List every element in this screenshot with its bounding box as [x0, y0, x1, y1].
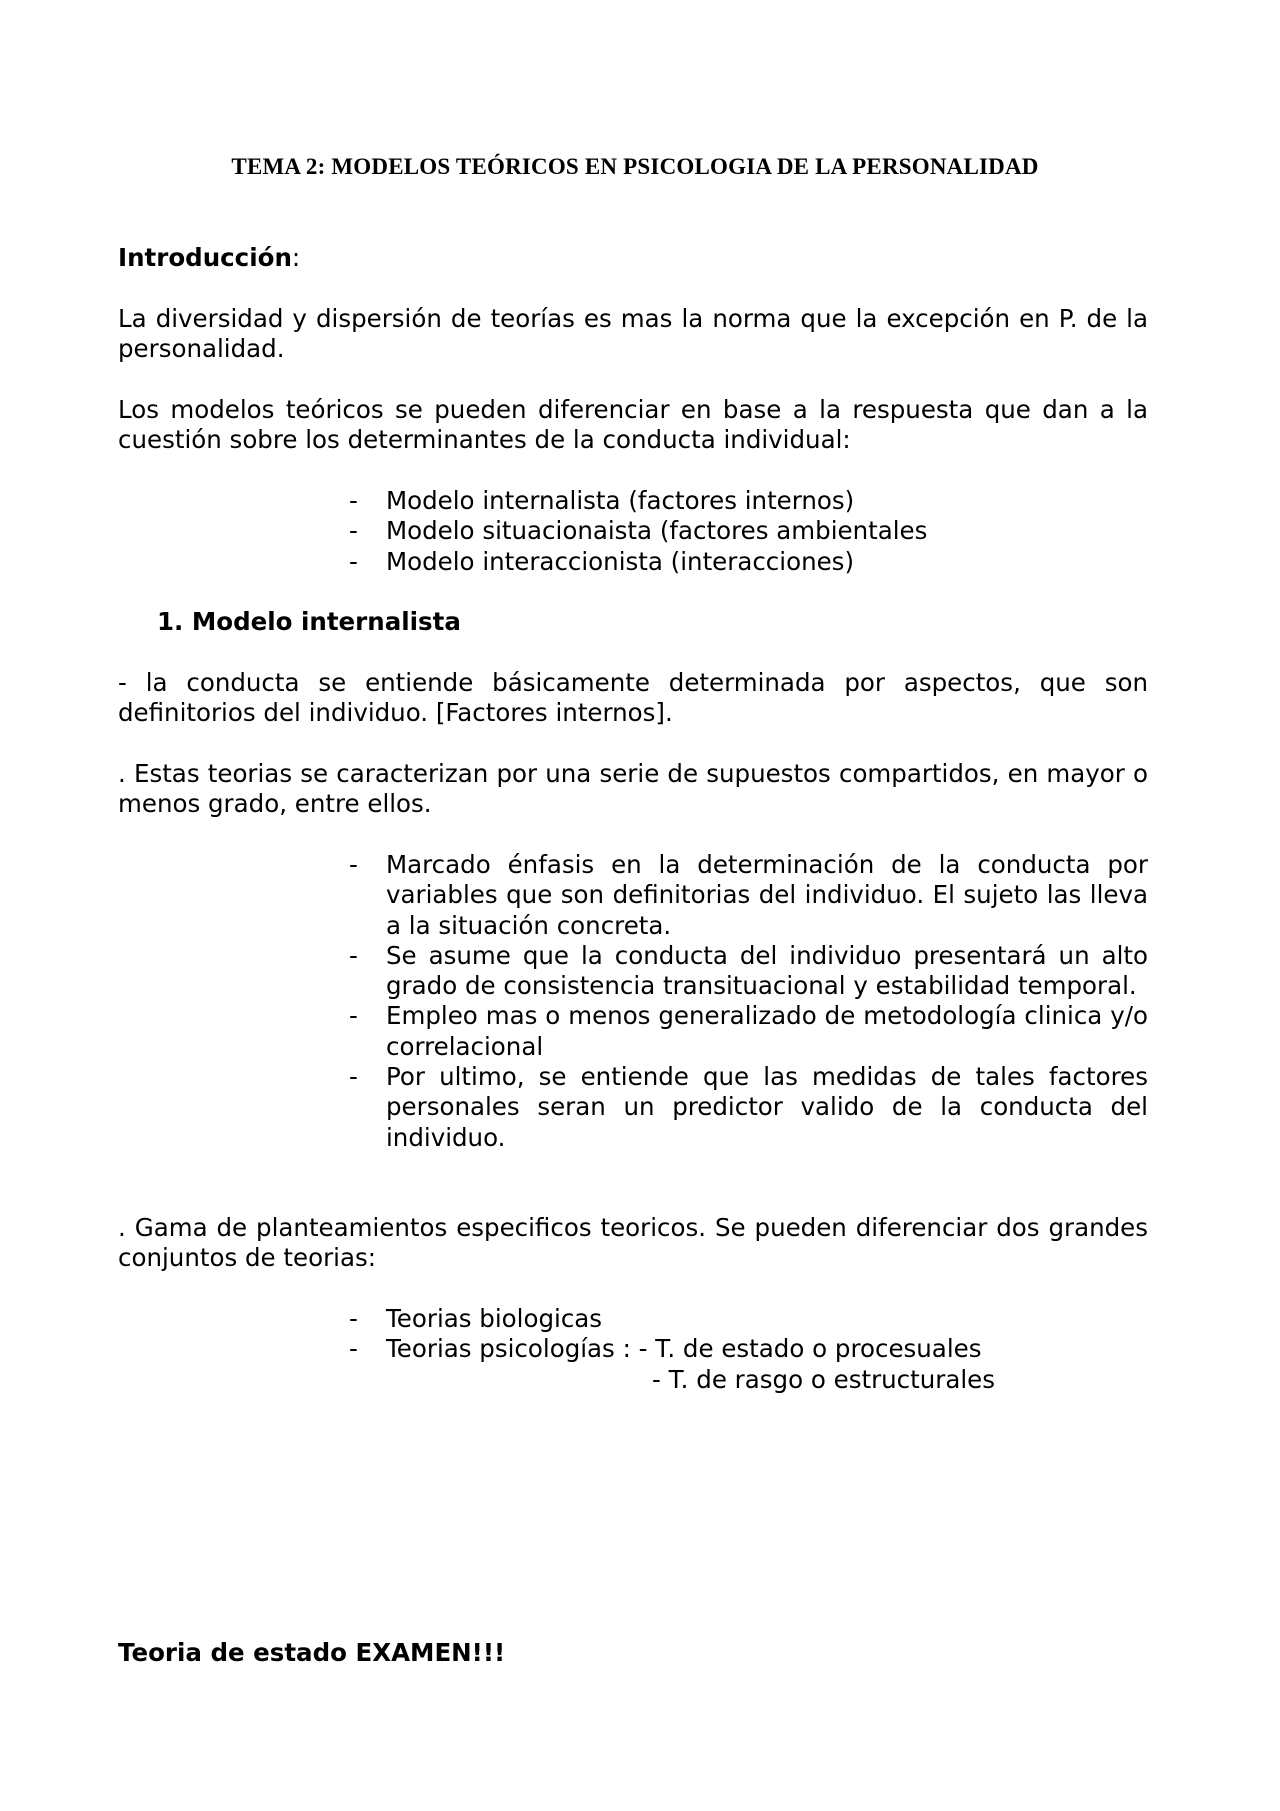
list-item-text: Se asume que la conducta del individuo presentará un alto grado de consistencia transituacional y estabilidad temporal.: [386, 940, 1148, 1001]
theories-subitem: - T. de rasgo o estructurales: [652, 1365, 996, 1394]
section-heading: 1. Modelo internalista: [157, 607, 461, 636]
page-title: TEMA 2: MODELOS TEÓRICOS EN PSICOLOGIA DE LA PERSONALIDAD: [231, 154, 1039, 179]
list-dash: -: [349, 486, 358, 515]
list-item: [349, 516, 1148, 546]
intro-heading: Introducción: [118, 243, 292, 272]
list-item-text: Teorias biologicas: [386, 1304, 603, 1333]
theories-list: [349, 1304, 1148, 1365]
list-item: [349, 1001, 1148, 1062]
models-list: [349, 486, 1148, 577]
list-dash: -: [349, 1062, 358, 1092]
intro-heading-line: [118, 243, 1148, 273]
list-dash: -: [349, 516, 358, 546]
intro-paragraph-2: Los modelos teóricos se pueden diferenciar en base a la respuesta que dan a la cuestión sobre los determinantes de la conducta individual:: [118, 395, 1148, 455]
exam-note: Teoria de estado EXAMEN!!!: [118, 1638, 506, 1667]
list-item: [349, 547, 1148, 577]
list-item-text: Teorias psicologías : - T. de estado o procesuales: [386, 1334, 982, 1364]
section-paragraph-2: . Estas teorias se caracterizan por una serie de supuestos compartidos, en mayor o menos grado, entre ellos.: [118, 759, 1148, 819]
list-dash: -: [349, 1334, 358, 1364]
intro-heading-colon: :: [291, 243, 301, 272]
list-dash: -: [349, 940, 358, 970]
list-item: [349, 1062, 1148, 1153]
intro-paragraph-1: La diversidad y dispersión de teorías es mas la norma que la excepción en P. de la personalidad.: [118, 304, 1148, 364]
list-dash: -: [349, 546, 358, 576]
list-item: [349, 1304, 1148, 1334]
list-item-text: Modelo internalista (factores internos): [386, 486, 855, 515]
list-item: [349, 941, 1148, 1002]
section-paragraph-3: . Gama de planteamientos especificos teoricos. Se pueden diferenciar dos grandes conjuntos de teorias:: [118, 1213, 1148, 1273]
list-item-text: Empleo mas o menos generalizado de metodología clinica y/o correlacional: [386, 1001, 1148, 1061]
list-dash: -: [349, 1001, 358, 1031]
list-dash: -: [349, 850, 358, 879]
list-item-text: Modelo interaccionista (interacciones): [386, 546, 855, 576]
list-item-text: Marcado énfasis en la determinación de la conducta por variables que son definitorias del individuo. El sujeto las lleva a la situación concreta.: [386, 850, 1148, 940]
list-item: [349, 850, 1148, 941]
list-item: [349, 486, 1148, 516]
section-paragraph-1: - la conducta se entiende básicamente determinada por aspectos, que son definitorios del individuo. [Factores internos].: [118, 668, 1148, 728]
assumptions-list: [349, 850, 1148, 1153]
list-dash: -: [349, 1304, 358, 1333]
list-item: [349, 1334, 1148, 1364]
list-item-text: Modelo situacionaista (factores ambientales: [386, 516, 928, 546]
list-item-text: Por ultimo, se entiende que las medidas de tales factores personales seran un predictor valido de la conducta del individuo.: [386, 1062, 1148, 1152]
